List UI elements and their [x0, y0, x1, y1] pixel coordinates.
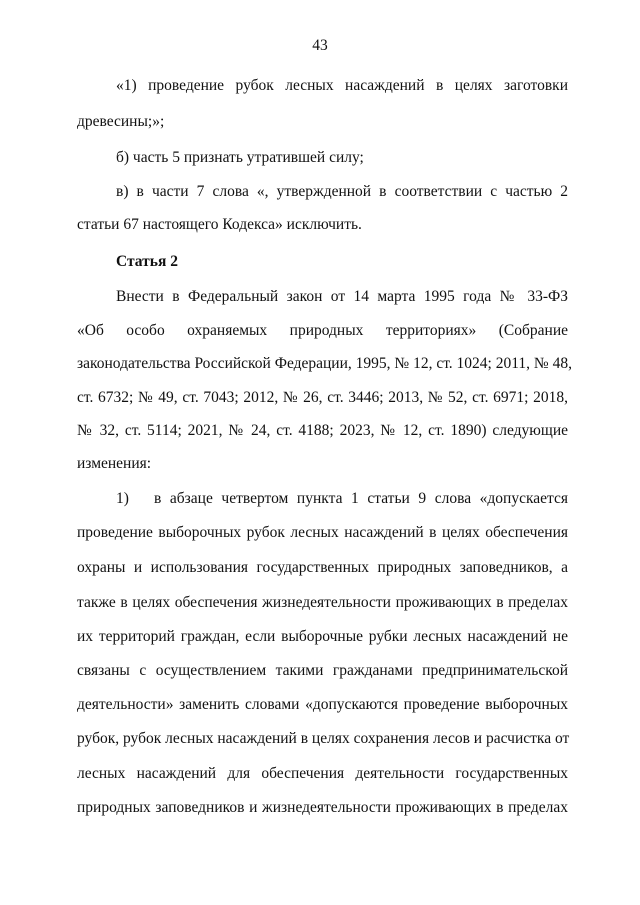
text-line: древесины;»;: [77, 113, 165, 130]
text-line: статьи 67 настоящего Кодекса» исключить.: [77, 216, 362, 233]
text-line: деятельности» заменить словами «допускаются проведение выборочных: [77, 696, 568, 713]
text-line: природных заповедников и жизнедеятельности проживающих в пределах: [77, 799, 568, 816]
text-line: охраны и использования государственных природных заповедников, а: [77, 559, 568, 576]
text-line: в абзаце четвертом пункта 1 статьи 9 слова «допускается: [154, 490, 568, 507]
list-item-number: 1): [116, 490, 129, 507]
text-line: Внести в Федеральный закон от 14 марта 1995 года № 33-ФЗ: [116, 288, 568, 305]
article-heading: Статья 2: [116, 253, 178, 270]
text-line: их территорий граждан, если выборочные рубки лесных насаждений не: [77, 628, 568, 645]
text-line: связаны с осуществлением такими гражданами предпринимательской: [77, 662, 568, 679]
text-line: ст. 6732; № 49, ст. 7043; 2012, № 26, ст. 3446; 2013, № 52, ст. 6971; 2018,: [77, 389, 568, 406]
text-line: рубок, рубок лесных насаждений в целях сохранения лесов и расчистка от: [77, 730, 570, 747]
text-line: № 32, ст. 5114; 2021, № 24, ст. 4188; 2023, № 12, ст. 1890) следующие: [77, 422, 568, 439]
text-line: изменения:: [77, 455, 152, 472]
text-line: также в целях обеспечения жизнедеятельности проживающих в пределах: [77, 594, 568, 611]
text-line: лесных насаждений для обеспечения деятельности государственных: [77, 765, 568, 782]
text-line: «1) проведение рубок лесных насаждений в целях заготовки: [116, 77, 568, 94]
text-line: в) в части 7 слова «, утвержденной в соответствии с частью 2: [116, 183, 568, 200]
text-line: «Об особо охраняемых природных территориях» (Собрание: [77, 322, 568, 339]
page-number: 43: [312, 37, 328, 54]
text-line: проведение выборочных рубок лесных насаждений в целях обеспечения: [77, 524, 568, 541]
text-line: законодательства Российской Федерации, 1995, № 12, ст. 1024; 2011, № 48,: [77, 355, 572, 372]
text-line: б) часть 5 признать утратившей силу;: [116, 149, 364, 166]
